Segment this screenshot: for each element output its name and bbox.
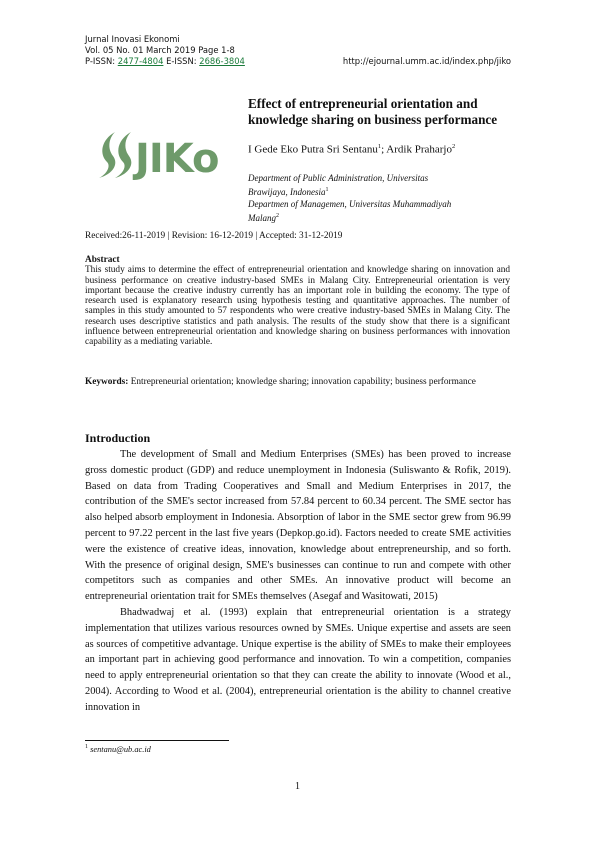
logo-text: JIKo: [135, 136, 219, 182]
author-1-sup: 1: [377, 143, 382, 150]
authors: [248, 143, 455, 156]
abstract-text: This study aims to determine the effect of entrepreneurial orientation and knowledge sharing on innovation and business performance on creative industry-based SMEs in Malang City. Entrepreneurial orientation is very important because the creative industry currently has an important role in building the economy. The type of research used is explanatory research using hypothesis testing and quantitative approaches. The number of samples in this study amounted to 57 respondents who were creative industry-based SMEs in Malang City. The research uses descriptive statistics and path analysis. The results of the study show that there is a significant influence between entrepreneurial orientation and knowledge sharing on business performances with innovation capability as a mediating variable.: [85, 265, 510, 348]
logo-leaf-2: [115, 132, 131, 178]
section-heading-introduction: Introduction: [85, 431, 151, 445]
footnote-marker: 1: [85, 744, 88, 750]
introduction-body: [85, 447, 511, 716]
keywords-label: Keywords:: [85, 377, 129, 387]
journal-header: [85, 34, 245, 67]
affiliation-2: Departmen of Managemen, Universitas Muhammadiyah Malang$^2$: [248, 199, 452, 223]
article-dates: Received:26-11-2019 | Revision: 16-12-2019 | Accepted: 31-12-2019: [85, 231, 343, 241]
logo-leaf-1: [99, 132, 115, 178]
author-1: I Gede Eko Putra Sri Sentanu: [248, 143, 378, 156]
pissn-label: P-ISSN:: [85, 56, 118, 66]
keywords: [85, 377, 510, 388]
journal-url[interactable]: http://ejournal.umm.ac.id/index.php/jiko: [342, 56, 511, 66]
eissn-link[interactable]: 2686-3804: [199, 56, 245, 66]
abstract: [85, 255, 510, 348]
issn-line: [85, 56, 245, 67]
jiko-logo: [95, 128, 225, 182]
abstract-heading: Abstract: [85, 255, 120, 265]
keywords-text: Entrepreneurial orientation; knowledge sharing; innovation capability; business performance: [128, 377, 476, 387]
author-2-sup: 2: [451, 143, 456, 150]
affiliation-1: Department of Public Administration, Universitas Brawijaya, Indonesia$^1$: [248, 173, 429, 197]
journal-name: Jurnal Inovasi Ekonomi: [85, 34, 180, 44]
author-2: ; Ardik Praharjo: [381, 143, 452, 156]
volume-line: Vol. 05 No. 01 March 2019 Page 1-8: [85, 45, 235, 55]
article-title: Effect of entrepreneurial orientation and knowledge sharing on business performance: [248, 96, 498, 127]
affiliations: [248, 172, 468, 224]
eissn-label: E-ISSN:: [163, 56, 200, 66]
paragraph: Bhadwadwaj et al. (1993) explain that entrepreneurial orientation is a strategy implementation that utilizes various resources owned by SMEs. Unique expertise and assets are seen as sources of competitive advantage. Unique expertise is the ability of SMEs to make their employees an important part in achieving good performance and innovation. To win a competition, companies need to apply entrepreneurial orientation so that they can create the ability to innovate (Wood et al., 2004). According to Wood et al. (2004), entrepreneurial orientation is the ability to channel creative innovation in: [85, 606, 511, 713]
pissn-link[interactable]: 2477-4804: [117, 56, 164, 66]
page-number: 1: [295, 781, 300, 792]
footnote: [85, 744, 151, 754]
footnote-email[interactable]: sentanu@ub.ac.id: [88, 744, 151, 754]
footnote-rule: [85, 740, 229, 741]
paragraph: The development of Small and Medium Enterprises (SMEs) has been proved to increase gross domestic product (GDP) and reduce unemployment in Indonesia (Suliswanto & Rofik, 2019). Based on data from Trading Cooperatives and Small and Medium Enterprises in 2017, the contribution of the SME's sector increased from 57.84 percent to 60.34 percent. The SME sector has also helped absorb employment in Indonesia. Absorption of labor in the SME sector grew from 96.99 percent to 97.22 percent in the last five years (Depkop.go.id). Factors needed to create SME activities were the existence of creative ideas, innovation, knowledge about entrepreneurship, and so forth. With the presence of original design, SME's businesses can continue to run and compete with other competitors such as companies and other SMEs. An innovative product will become an entrepreneurial orientation trait for SMEs themselves (Asegaf and Wasitowati, 2015): [85, 449, 511, 603]
